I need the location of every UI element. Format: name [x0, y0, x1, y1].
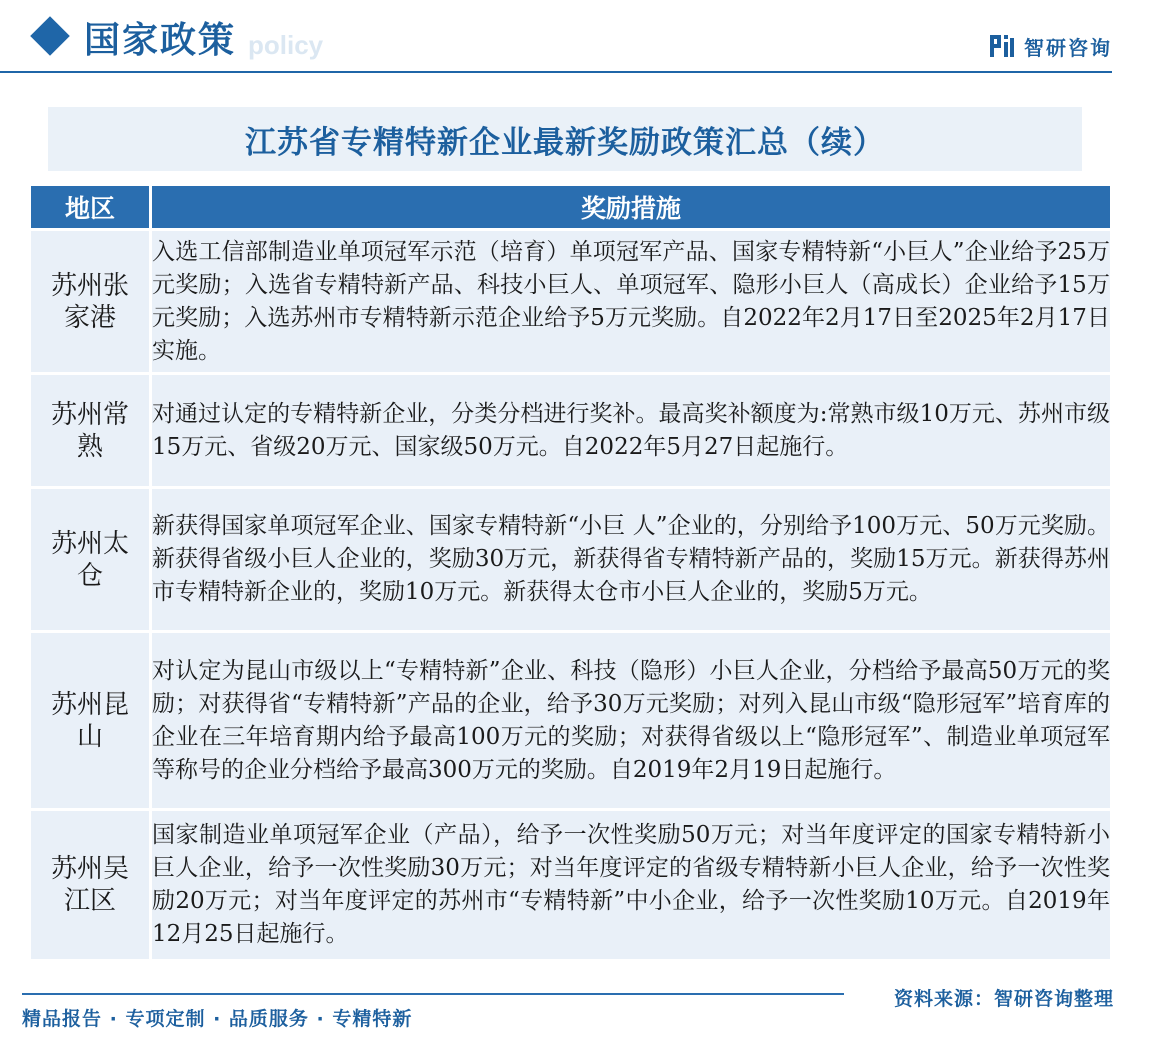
brand — [988, 30, 1112, 62]
table-title-box — [48, 107, 1082, 171]
region-cell — [31, 231, 149, 372]
table-header-row — [31, 186, 1110, 228]
region-label: 苏州昆山 — [50, 689, 129, 752]
brand-logo-icon — [988, 32, 1016, 60]
measure-cell: 国家制造业单项冠军企业（产品），给予一次性奖励50万元；对当年度评定的国家专精特新小巨人企业，给予一次性奖励30万元；对当年度评定的省级专精特新小巨人企业，给予一次性奖励20万元；对当年度评定的苏州市“专精特新”中小企业，给予一次性奖励10万元。自2019年12月25日起施行。 — [152, 811, 1110, 959]
region-label: 苏州张家港 — [50, 270, 129, 333]
measure-cell: 入选工信部制造业单项冠军示范（培育）单项冠军产品、国家专精特新“小巨人”企业给予25万元奖励；入选省专精特新产品、科技小巨人、单项冠军、隐形小巨人（高成长）企业给予15万元奖励；入选苏州市专精特新示范企业给予5万元奖励。自2022年2月17日至2025年2月17日实施。 — [152, 231, 1110, 372]
table-title: 江苏省专精特新企业最新奖励政策汇总（续） — [245, 124, 885, 161]
region-label: 苏州太仓 — [50, 528, 129, 591]
table-row — [31, 811, 1110, 959]
measure-cell: 新获得国家单项冠军企业、国家专精特新“小巨 人”企业的，分别给予100万元、50万元奖励。新获得省级小巨人企业的，奖励30万元，新获得省专精特新产品的，奖励15万元。新获得苏州市专精特新企业的，奖励10万元。新获得太仓市小巨人企业的，奖励5万元。 — [152, 489, 1110, 630]
table-row — [31, 633, 1110, 808]
region-cell — [31, 489, 149, 630]
table-row — [31, 489, 1110, 630]
region-cell — [31, 811, 149, 959]
region-label: 苏州常熟 — [50, 399, 129, 462]
section-subtitle: policy — [248, 30, 324, 60]
measure-cell: 对通过认定的专精特新企业，分类分档进行奖补。最高奖补额度为:常熟市级10万元、苏州市级15万元、省级20万元、国家级50万元。自2022年5月27日起施行。 — [152, 375, 1110, 486]
page-header — [0, 0, 1170, 72]
footer-divider — [22, 993, 844, 995]
table-row — [31, 375, 1110, 486]
table-row — [31, 231, 1110, 372]
region-cell — [31, 375, 149, 486]
policy-table — [28, 183, 1113, 962]
measure-cell: 对认定为昆山市级以上“专精特新”企业、科技（隐形）小巨人企业，分档给予最高50万元的奖 励；对获得省“专精特新”产品的企业，给予30万元奖励；对列入昆山市级“隐形冠军”培育库的企业在三年培育期内给予最高100万元的奖励；对获得省级以上“隐形冠军”、制造业单项冠军等称号的企业分档给予最高300万元的奖励。自2019年2月19日起施行。 — [152, 633, 1110, 808]
column-header-region: 地区 — [31, 186, 149, 228]
diamond-icon — [30, 16, 70, 56]
region-label: 苏州吴江区 — [50, 854, 129, 916]
footer-slogan: 精品报告 · 专项定制 · 品质服务 · 专精特新 — [22, 1008, 413, 1030]
region-cell — [31, 633, 149, 808]
header-divider — [0, 71, 1112, 73]
source-note: 资料来源：智研咨询整理 — [893, 988, 1114, 1010]
section-title: 国家政策 — [84, 19, 237, 61]
brand-name: 智研咨询 — [1024, 35, 1112, 60]
column-header-measures: 奖励措施 — [152, 186, 1110, 228]
